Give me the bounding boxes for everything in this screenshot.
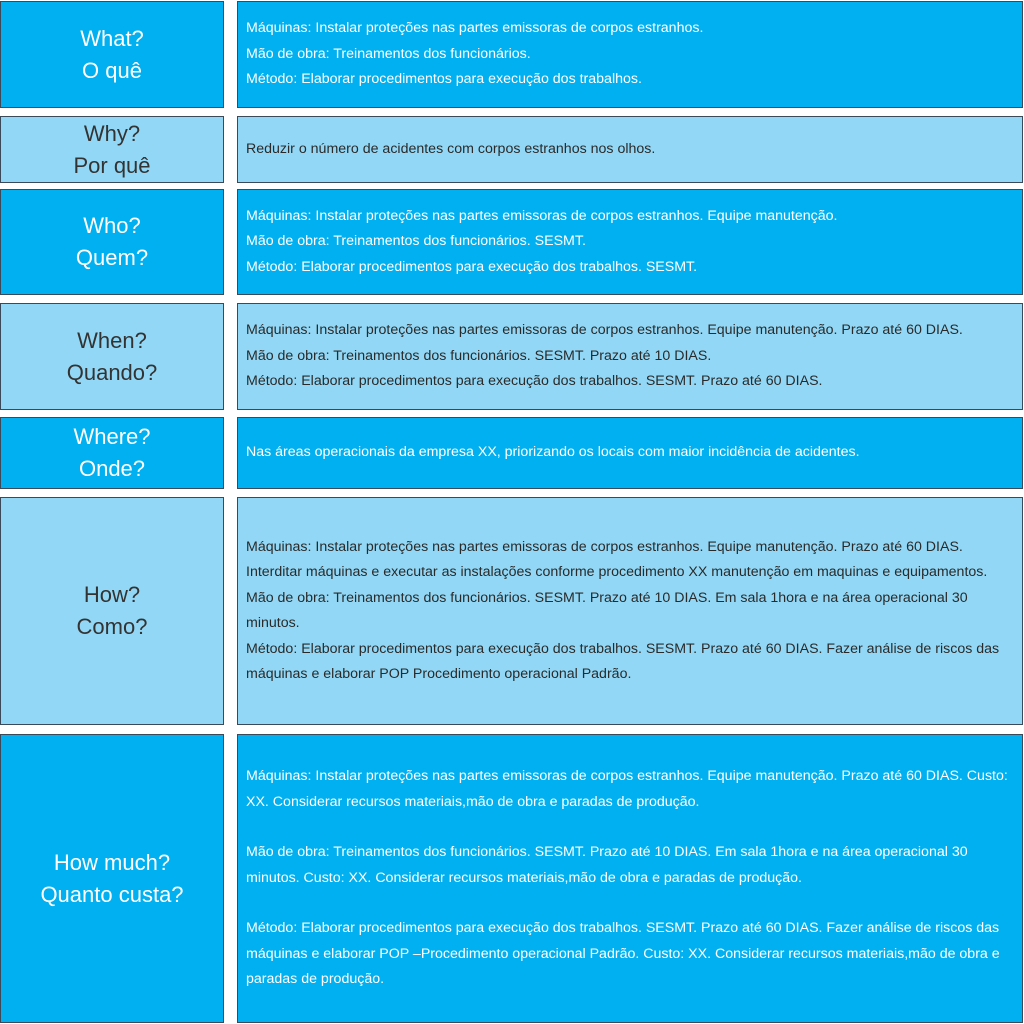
label-when: [0, 303, 224, 410]
content-line: Método: Elaborar procedimentos para execução dos trabalhos. SESMT. Prazo até 60 DIAS.: [246, 373, 823, 390]
spacer: [246, 815, 1018, 840]
question-pt: Quanto custa?: [40, 881, 184, 907]
content-why: [237, 116, 1023, 183]
label-what: [0, 1, 224, 108]
question-en: Where?: [73, 424, 151, 449]
question-pt: Quando?: [66, 359, 158, 385]
content-line: Método: Elaborar procedimentos para execução dos trabalhos. SESMT. Prazo até 60 DIAS. Fazer análise de riscos das máquinas e elaborar POP Procedimento operacional Padrão.: [246, 640, 1000, 682]
content-line: Método: Elaborar procedimentos para execução dos trabalhos.: [246, 71, 642, 88]
content-line: Reduzir o número de acidentes com corpos estranhos nos olhos.: [246, 140, 656, 157]
content-line: Mão de obra: Treinamentos dos funcionários.: [246, 45, 531, 62]
content-line: Máquinas: Instalar proteções nas partes emissoras de corpos estranhos. Equipe manutenção. Prazo até 60 DIAS.: [246, 322, 963, 339]
question-pt: O quê: [82, 57, 142, 83]
spacer: [246, 891, 1018, 916]
content-line: Mão de obra: Treinamentos dos funcionários. SESMT. Prazo até 10 DIAS. Em sala 1hora e na área operacional 30 minutos. Custo: XX. Considerar recursos materiais,mão de obra e paradas de produção.: [246, 844, 968, 886]
content-line: Máquinas: Instalar proteções nas partes emissoras de corpos estranhos. Equipe manutenção.: [246, 207, 838, 224]
content-line: Mão de obra: Treinamentos dos funcionários. SESMT.: [246, 233, 586, 250]
label-how-much: [0, 734, 224, 1023]
label-where: [0, 417, 224, 489]
content-line: Máquinas: Instalar proteções nas partes emissoras de corpos estranhos. Equipe manutenção. Prazo até 60 DIAS. Custo: XX. Considerar recursos materiais,mão de obra e paradas de produção.: [246, 768, 1008, 810]
content-line: Mão de obra: Treinamentos dos funcionários. SESMT. Prazo até 10 DIAS.: [246, 347, 712, 364]
label-who: [0, 189, 224, 295]
question-pt: Onde?: [78, 456, 146, 481]
question-pt: Quem?: [75, 245, 149, 270]
question-en: How much?: [53, 849, 171, 875]
content-line: Método: Elaborar procedimentos para execução dos trabalhos. SESMT. Prazo até 60 DIAS. Fazer análise de riscos das máquinas e elaborar POP –Procedimento operacional Padrão. Custo: XX. Considerar recursos materiais,mão de obra e paradas de produção.: [246, 920, 1000, 988]
question-en: How?: [83, 582, 141, 607]
content-line: Método: Elaborar procedimentos para execução dos trabalhos. SESMT.: [246, 258, 698, 275]
label-how: [0, 497, 224, 725]
content-when: [237, 303, 1023, 410]
content-how-much: [237, 734, 1023, 1023]
question-pt: Como?: [76, 614, 148, 639]
content-where: [237, 417, 1023, 489]
question-en: Why?: [83, 120, 141, 146]
label-why: [0, 116, 224, 183]
content-who: [237, 189, 1023, 295]
question-en: When?: [77, 327, 147, 353]
content-how: [237, 497, 1023, 725]
content-what: [237, 1, 1023, 108]
content-line: Nas áreas operacionais da empresa XX, priorizando os locais com maior incidência de acidentes.: [246, 444, 860, 461]
content-line: Mão de obra: Treinamentos dos funcionários. SESMT. Prazo até 10 DIAS. Em sala 1hora e na área operacional 30 minutos.: [246, 589, 968, 631]
question-pt: Por quê: [73, 152, 151, 178]
question-en: What?: [80, 25, 144, 51]
content-line: Máquinas: Instalar proteções nas partes emissoras de corpos estranhos. Equipe manutenção. Prazo até 60 DIAS. Interditar máquinas e executar as instalações conforme procedimento XX manutenção em maquinas e equipamentos.: [246, 538, 988, 580]
question-en: Who?: [83, 213, 141, 238]
content-line: Máquinas: Instalar proteções nas partes emissoras de corpos estranhos.: [246, 20, 704, 37]
